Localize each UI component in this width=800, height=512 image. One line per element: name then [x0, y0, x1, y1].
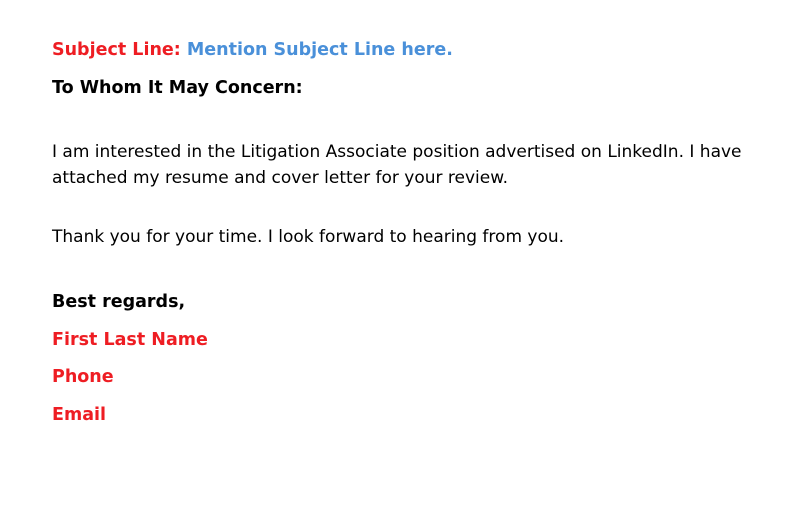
body-paragraph-1: I am interested in the Litigation Associate position advertised on LinkedIn. I have attached my resume and cover letter for your review.	[52, 142, 742, 189]
signature-phone: Phone	[52, 367, 114, 388]
subject-line-separator: :	[173, 40, 181, 60]
body-paragraph-2: Thank you for your time. I look forward to hearing from you.	[52, 226, 565, 247]
closing: Best regards,	[52, 292, 186, 313]
signature-email: Email	[52, 404, 106, 425]
salutation: To Whom It May Concern:	[52, 77, 303, 98]
subject-line	[52, 42, 748, 60]
subject-line-value: Mention Subject Line here.	[186, 40, 453, 60]
signature-name: First Last Name	[52, 329, 208, 350]
subject-line-label: Subject Line	[52, 40, 174, 60]
